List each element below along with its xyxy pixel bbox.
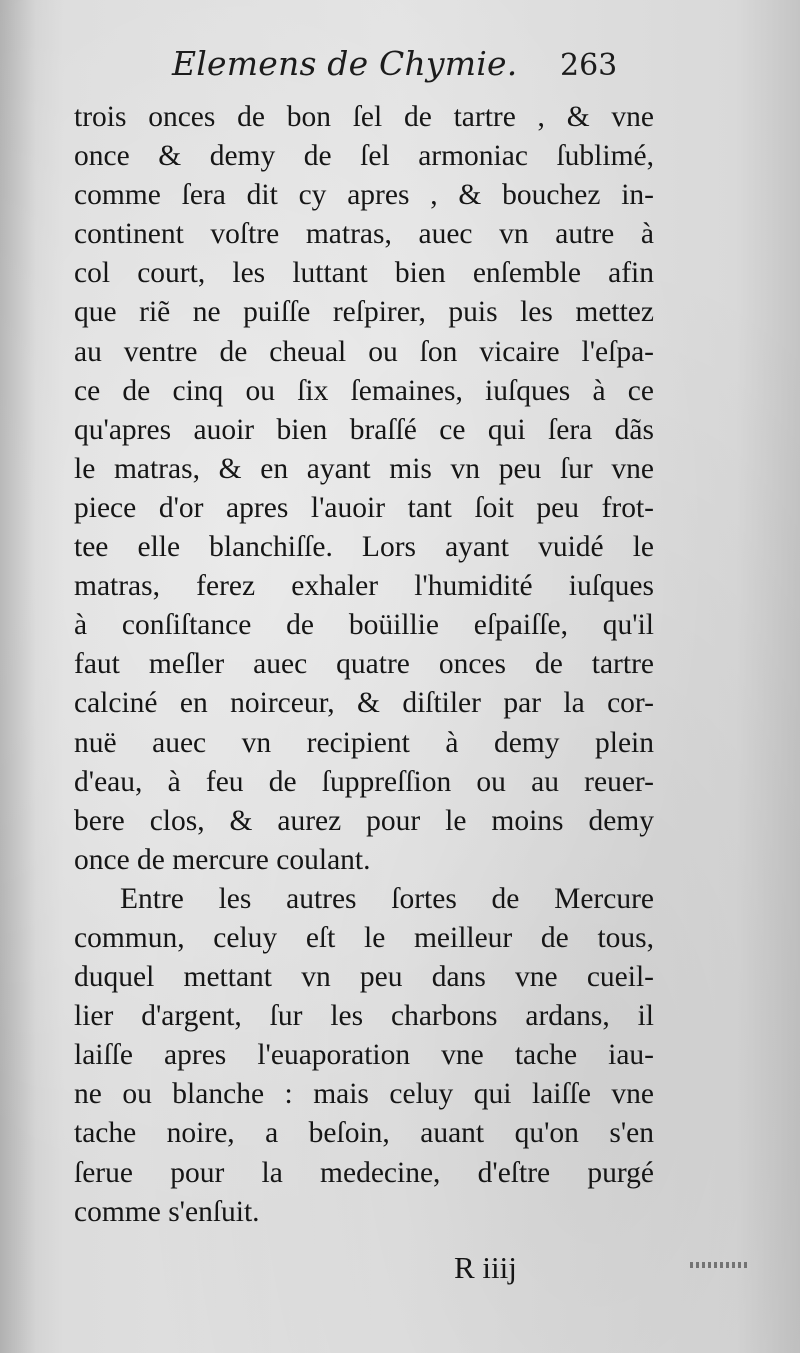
text-line: calciné en noirceur, & diſtiler par la cor- xyxy=(74,687,654,720)
signature-mark: R iiij xyxy=(454,1250,517,1285)
text-line: lier d'argent, ſur les charbons ardans, il xyxy=(74,1000,654,1033)
paragraph-end-line: comme s'enſuit. xyxy=(74,1195,260,1228)
text-line: à conſiſtance de boüillie eſpaiſſe, qu'il xyxy=(74,609,654,642)
text-line: tee elle blanchiſſe. Lors ayant vuidé le xyxy=(74,531,654,564)
text-line: laiſſe apres l'euaporation vne tache iau- xyxy=(74,1039,654,1072)
text-line: col court, les luttant bien enſemble afin xyxy=(74,257,654,290)
text-line: continent voſtre matras, auec vn autre à xyxy=(74,218,654,251)
text-line: piece d'or apres l'auoir tant ſoit peu frot- xyxy=(74,491,654,524)
text-line: commun, celuy eſt le meilleur de tous, xyxy=(74,921,654,954)
text-line: nuë auec vn recipient à demy plein xyxy=(74,726,654,759)
body-text xyxy=(74,98,654,1232)
text-line: tache noire, a beſoin, auant qu'on s'en xyxy=(74,1117,654,1150)
text-line: matras, ferez exhaler l'humidité iuſques xyxy=(74,570,654,603)
text-line: bere clos, & aurez pour le moins demy xyxy=(74,804,654,837)
text-line: duquel mettant vn peu dans vne cueil- xyxy=(74,961,654,994)
text-line: ſerue pour la medecine, d'eſtre purgé xyxy=(74,1156,654,1189)
text-line: comme ſera dit cy apres , & bouchez in- xyxy=(74,179,654,212)
ink-smudge xyxy=(690,1262,748,1268)
text-line: faut meſler auec quatre onces de tartre xyxy=(74,648,654,681)
text-line: au ventre de cheual ou ſon vicaire l'eſpa- xyxy=(74,335,654,368)
text-line: ce de cinq ou ſix ſemaines, iuſques à ce xyxy=(74,374,654,407)
text-line: d'eau, à feu de ſuppreſſion ou au reuer- xyxy=(74,765,654,798)
text-line: ne ou blanche : mais celuy qui laiſſe vne xyxy=(74,1078,654,1111)
text-line: qu'apres auoir bien braſſé ce qui ſera dãs xyxy=(74,413,654,446)
text-line: le matras, & en ayant mis vn peu ſur vne xyxy=(74,452,654,485)
paragraph-end-line: once de mercure coulant. xyxy=(74,843,371,876)
page-number: 263 xyxy=(560,48,618,83)
page-header xyxy=(0,44,800,94)
spine-shadow xyxy=(0,0,36,1353)
text-line: que riẽ ne puiſſe reſpirer, puis les mettez xyxy=(74,296,654,329)
paragraph-start-line: Entre les autres ſortes de Mercure xyxy=(120,882,654,915)
text-line: trois onces de bon ſel de tartre , & vne xyxy=(74,101,654,133)
running-title: Elemens de Chymie. xyxy=(172,44,518,83)
text-line: once & demy de ſel armoniac ſublimé, xyxy=(74,140,654,173)
